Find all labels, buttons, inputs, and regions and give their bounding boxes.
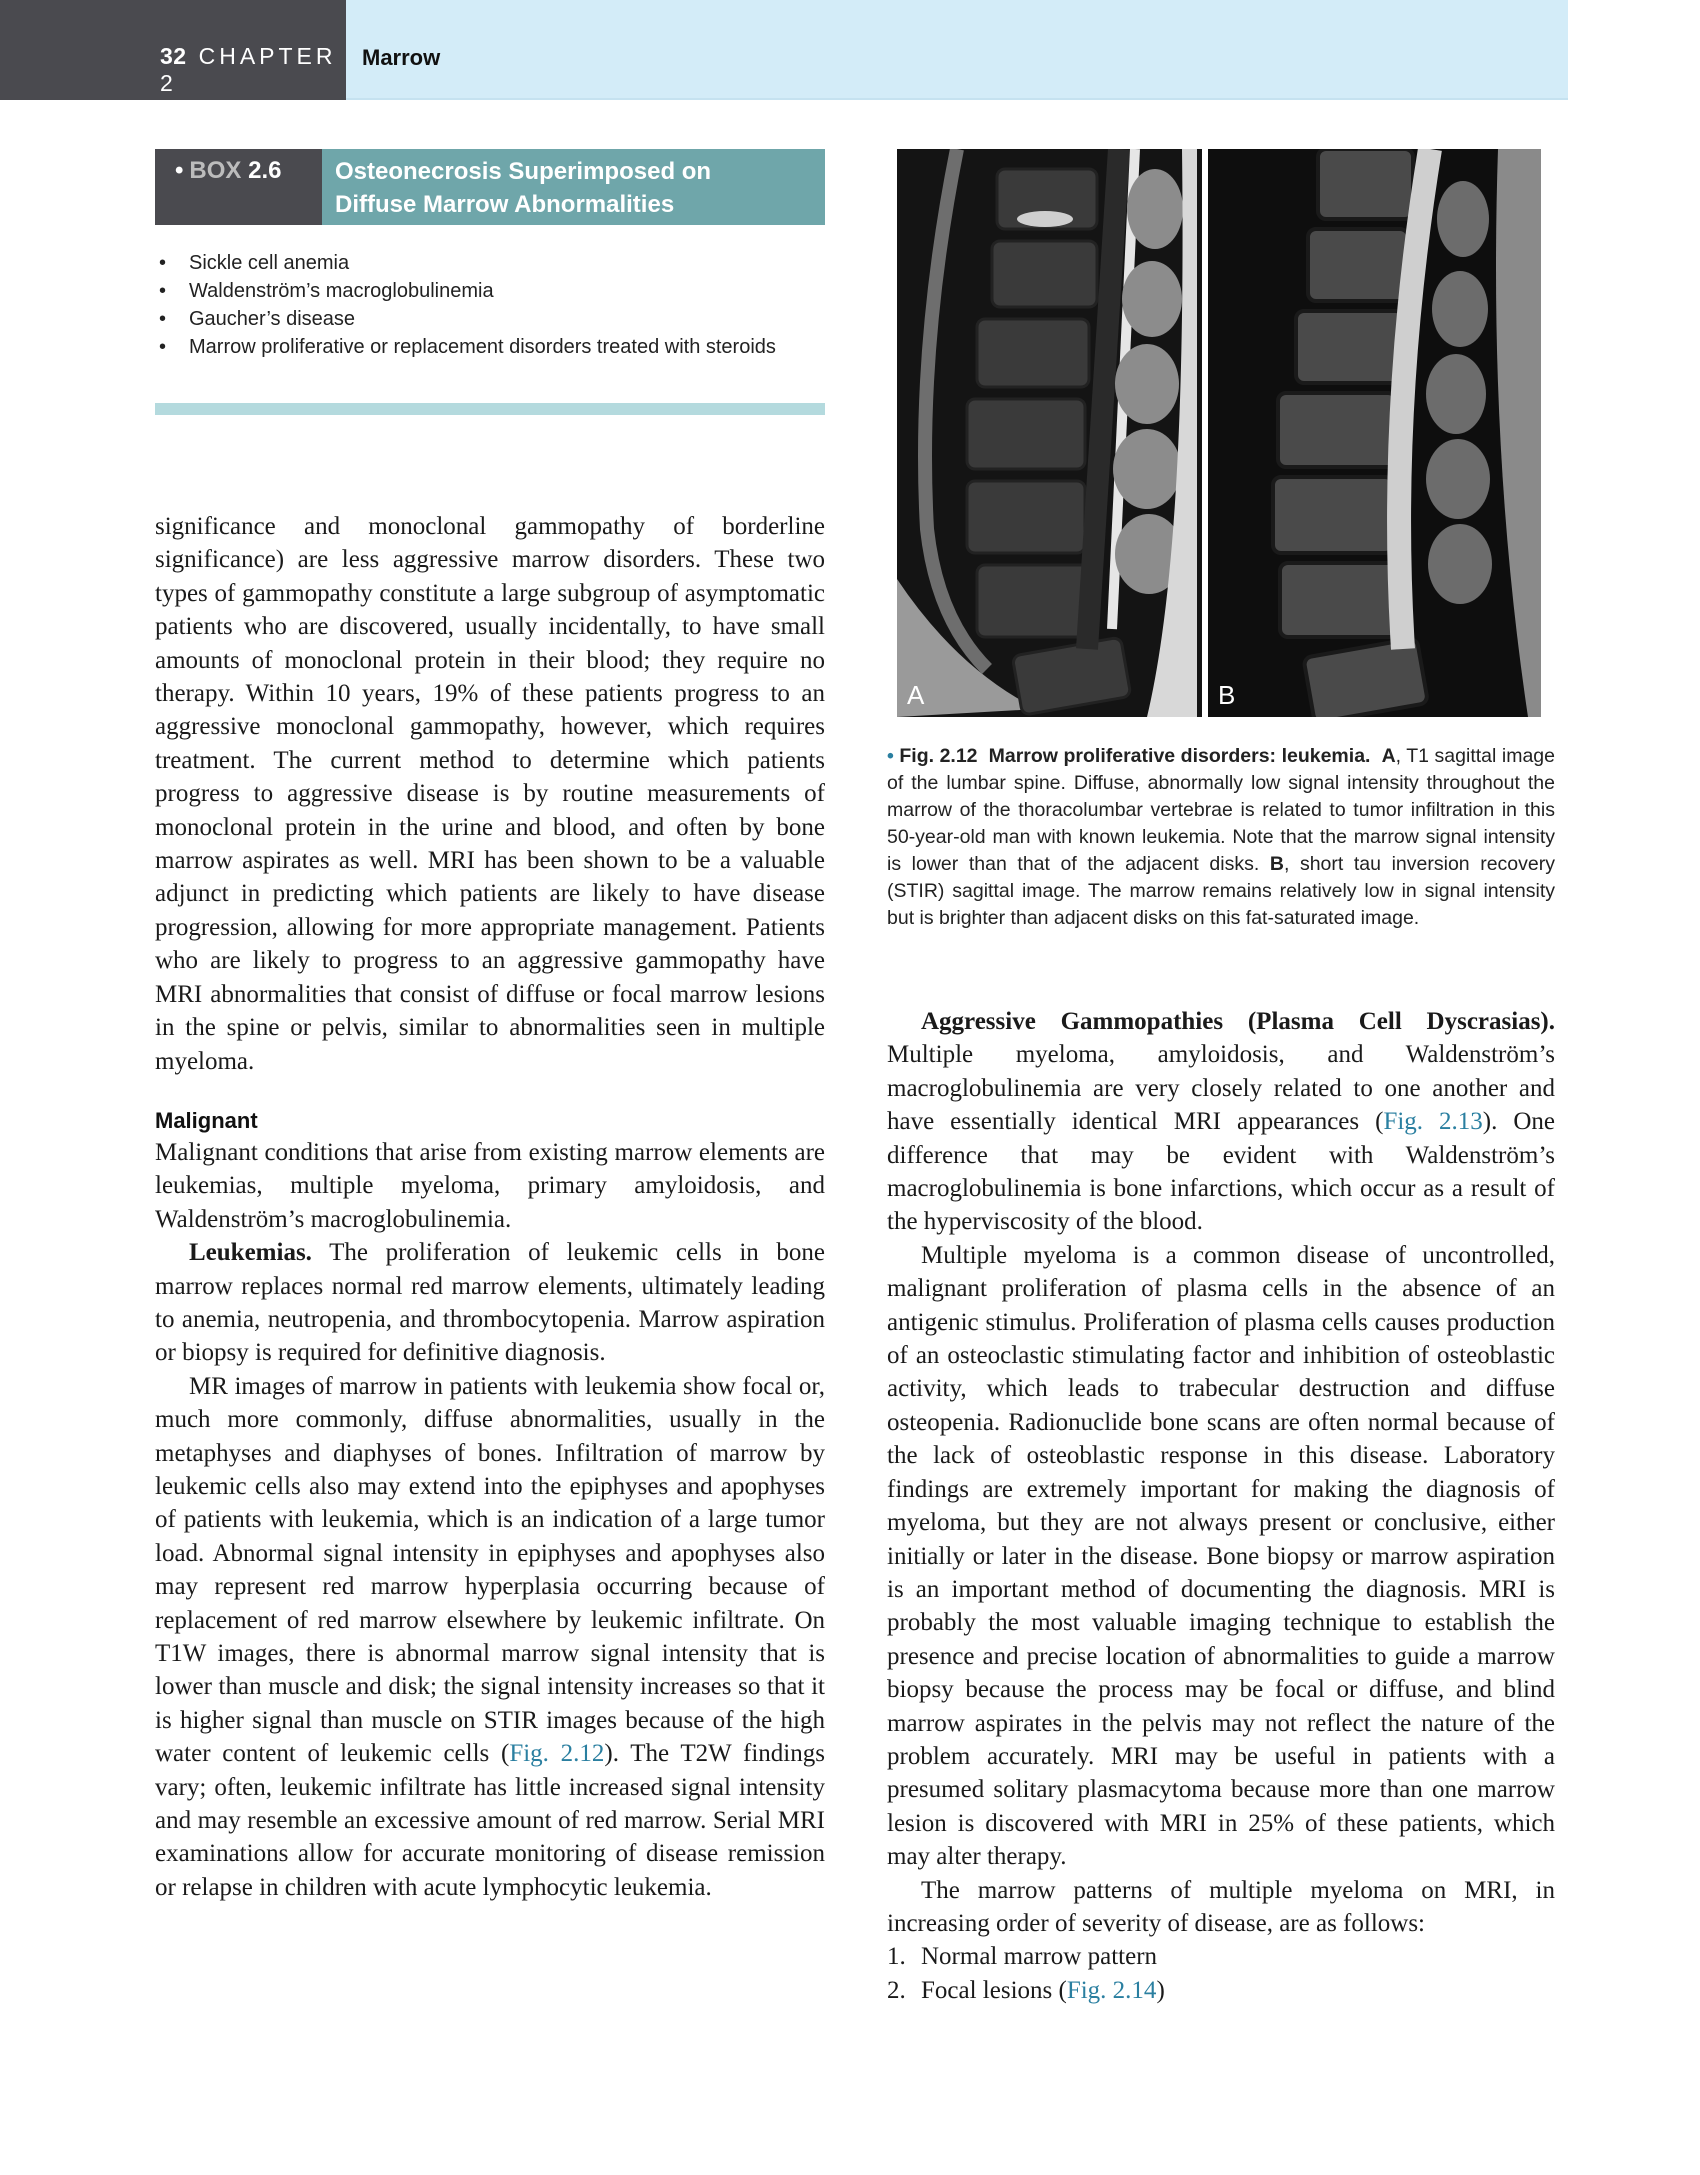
figure-caption	[887, 743, 1555, 932]
panel-label-a: A	[907, 680, 925, 710]
box-title-line-1: Osteonecrosis Superimposed on	[335, 158, 712, 185]
list-item	[887, 1974, 1555, 2007]
figure-title: Marrow proliferative disorders: leukemia.	[988, 745, 1371, 767]
list-text-tail: )	[1156, 1976, 1165, 2004]
chapter-label: CHAPTER 2	[160, 43, 337, 96]
box-word: BOX	[189, 157, 242, 184]
box-label	[155, 149, 322, 225]
mri-stir-sagittal-image	[1208, 149, 1541, 717]
mri-image-panel-a	[897, 149, 1202, 717]
figure-number: Fig. 2.12	[899, 745, 978, 767]
left-column	[155, 510, 825, 1904]
run-in-heading: Aggressive Gammopathies (Plasma Cell Dyscrasias).	[921, 1008, 1555, 1035]
paragraph-aggressive-gammopathies	[887, 1005, 1555, 1239]
paragraph-leukemias	[155, 1236, 825, 1370]
running-header-title-block	[346, 0, 1568, 100]
caption-bullet-icon: •	[887, 745, 894, 767]
paragraph	[155, 1370, 825, 1905]
box-list-item: • Sickle cell anemia	[155, 249, 805, 277]
caption-text-a: , T1 sagittal image of the lumbar spine. Diffuse, abnormally low signal intensity throughout the marrow of the thoracolumbar vertebrae is related to tumor infiltration in this 50-year-old man with known leukemia. Note that the marrow signal intensity is lower than that of the adjacent disks.	[887, 745, 1555, 875]
caption-text-b: , short tau inversion recovery (STIR) sagittal image. The marrow remains relatively low in signal intensity but is brighter than adjacent disks on this fat-saturated image.	[887, 853, 1555, 929]
list-text: Focal lesions (	[921, 1976, 1067, 2004]
caption-panel-b: B	[1269, 853, 1284, 875]
page-number: 32	[160, 43, 187, 69]
box-title-line-2: Diffuse Marrow Abnormalities	[335, 191, 675, 218]
running-header-chapter-block	[0, 0, 346, 100]
mri-image-panel-b	[1208, 149, 1541, 717]
list-text: Normal marrow pattern	[921, 1943, 1158, 1971]
right-column	[887, 1005, 1555, 2007]
list-number: 2.	[887, 1976, 906, 2004]
paragraph: Malignant conditions that arise from existing marrow elements are leukemias, multiple myeloma, primary amyloidosis, and Waldenström’s macroglobulinemia.	[155, 1138, 825, 1233]
section-heading-malignant: Malignant	[155, 1107, 258, 1133]
list-number: 1.	[887, 1943, 906, 1971]
caption-panel-a: A	[1381, 745, 1396, 767]
box-number: 2.6	[248, 157, 282, 184]
box-list-item: • Gaucher’s disease	[155, 305, 805, 333]
paragraph-text: Multiple myeloma, amyloidosis, and Waldenström’s macroglobulinemia are very closely related to one another and have essentially identical MRI appearances (	[887, 1041, 1555, 1136]
paragraph-text: The proliferation of leukemic cells in bone marrow replaces normal red marrow elements, ultimately leading to anemia, neutropenia, and thrombocytopenia. Marrow aspiration or biopsy is required for definitive diagnosis.	[155, 1239, 825, 1367]
figure-2-12	[897, 149, 1545, 717]
chapter-title: Marrow	[362, 45, 441, 70]
marrow-pattern-list	[887, 1940, 1555, 2007]
box-bottom-rule	[155, 403, 825, 415]
box-title	[322, 149, 825, 225]
mri-t1-sagittal-image	[897, 149, 1202, 717]
paragraph: Multiple myeloma is a common disease of uncontrolled, malignant proliferation of plasma cells in the absence of an antigenic stimulus. Proliferation of plasma cells causes production of an osteoclastic stimulating factor and inhibition of osteoblastic activity, which leads to trabecular destruction and diffuse osteopenia. Radionuclide bone scans are often normal because of the lack of osteoblastic response in this disease. Laboratory findings are extremely important for making the diagnosis of myeloma, but they are not always present or conclusive, either initially or later in the disease. Bone biopsy or marrow aspiration is an important method of documenting the diagnosis. MRI is probably the most valuable imaging technique to establish the presence and precise location of abnormalities to guide a marrow biopsy because the process may be focal or diffuse, and blind marrow aspirates in the pelvis may not reflect the nature of the problem accurately. MRI may be useful in patients with a presumed solitary plasmacytoma because more than one marrow lesion is discovered with MRI in 25% of these patients, which may alter therapy.	[887, 1241, 1555, 1871]
panel-label-b: B	[1218, 680, 1236, 710]
figure-link-2-12[interactable]: Fig. 2.12	[509, 1740, 605, 1768]
bullet-icon: •	[175, 157, 184, 184]
page-number-and-chapter	[160, 43, 346, 97]
paragraph: The marrow patterns of multiple myeloma on MRI, in increasing order of severity of disease, are as follows:	[887, 1876, 1555, 1937]
paragraph-text: MR images of marrow in patients with leukemia show focal or, much more commonly, diffuse abnormalities, usually in the metaphyses and diaphyses of bones. Infiltration of marrow by leukemic cells also may extend into the epiphyses and apophyses of patients with leukemia, which is an indication of a large tumor load. Abnormal signal intensity in epiphyses and apophyses also may represent red marrow hyperplasia occurring because of replacement of red marrow elsewhere by leukemic infiltrate. On T1W images, there is abnormal marrow signal intensity that is lower than muscle and disk; the signal intensity increases so that it is higher signal than muscle on STIR images because of the high water content of leukemic cells (	[155, 1372, 825, 1768]
box-header	[155, 149, 825, 225]
box-2-6	[155, 149, 825, 361]
box-list-item: • Waldenström’s macroglobulinemia	[155, 277, 805, 305]
box-list-item: • Marrow proliferative or replacement disorders treated with steroids	[155, 333, 805, 361]
list-item	[887, 1940, 1555, 1973]
figure-link-2-13[interactable]: Fig. 2.13	[1383, 1108, 1483, 1136]
box-list	[155, 249, 825, 361]
paragraph-text: ). One difference that may be evident with Waldenström’s macroglobulinemia is bone infarctions, which occur as a result of the hyperviscosity of the blood.	[887, 1108, 1555, 1236]
paragraph-text: ). The T2W findings vary; often, leukemic infiltrate has little increased signal intensity and may resemble an excessive amount of red marrow. Serial MRI examinations allow for accurate monitoring of disease remission or relapse in children with acute lymphocytic leukemia.	[155, 1740, 825, 1901]
paragraph: significance and monoclonal gammopathy of borderline significance) are less aggressive marrow disorders. These two types of gammopathy constitute a large subgroup of asymptomatic patients who are discovered, usually incidentally, to have small amounts of monoclonal protein in their blood; they require no therapy. Within 10 years, 19% of these patients progress to an aggressive monoclonal gammopathy, however, which requires treatment. The current method to determine which patients progress to aggressive disease is by routine measurements of monoclonal protein in the urine and blood, and often by bone marrow aspirates as well. MRI has been shown to be a valuable adjunct in predicting which patients are likely to have disease progression, allowing for more appropriate management. Patients who are likely to progress to an aggressive gammopathy have MRI abnormalities that consist of diffuse or focal marrow lesions in the spine or pelvis, similar to abnormalities seen in multiple myeloma.	[155, 513, 825, 1075]
figure-link-2-14[interactable]: Fig. 2.14	[1066, 1976, 1157, 2004]
run-in-heading: Leukemias.	[189, 1239, 312, 1267]
